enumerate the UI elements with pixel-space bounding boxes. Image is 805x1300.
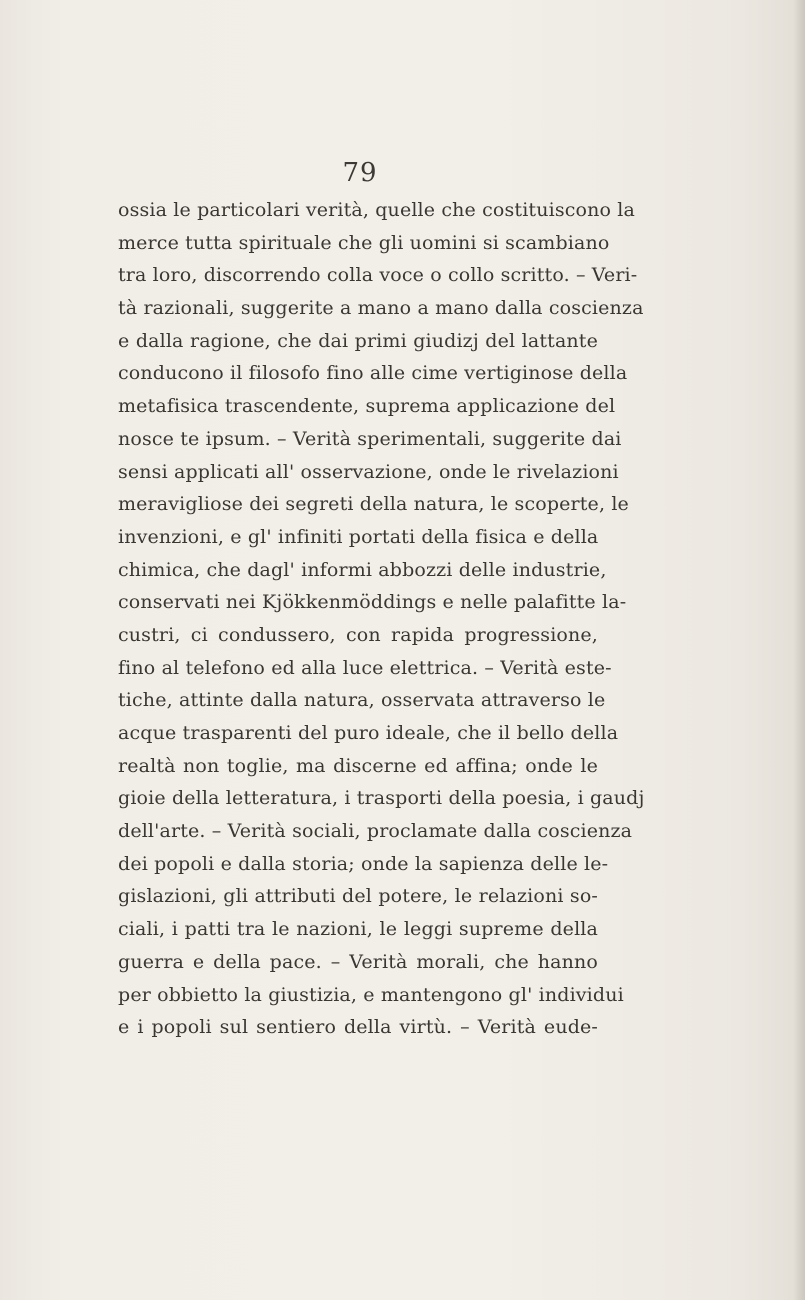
text-line-14: custri, ci condussero, con rapida progressione, bbox=[118, 623, 598, 646]
text-line-13: conservati nei Kjökkenmöddings e nelle palafitte la- bbox=[118, 591, 627, 614]
text-line-24: guerra e della pace. – Verità morali, che hanno bbox=[118, 950, 598, 973]
page-number: 79 bbox=[342, 158, 378, 188]
text-line-10: meravigliose dei segreti della natura, le scoperte, le bbox=[118, 493, 629, 516]
body-text bbox=[118, 194, 645, 1044]
text-line-3: tra loro, discorrendo colla voce o collo scritto. – Veri- bbox=[118, 264, 638, 287]
text-line-2: merce tutta spirituale che gli uomini si scambiano bbox=[118, 231, 610, 254]
text-line-23: ciali, i patti tra le nazioni, le leggi supreme della bbox=[118, 918, 598, 941]
text-line-11: invenzioni, e gl' infiniti portati della fisica e della bbox=[118, 525, 599, 548]
text-line-5: e dalla ragione, che dai primi giudizj del lattante bbox=[118, 329, 598, 352]
text-line-19: gioie della letteratura, i trasporti della poesia, i gaudj bbox=[118, 787, 645, 810]
text-line-8: nosce te ipsum. – Verità sperimentali, suggerite dai bbox=[118, 427, 622, 450]
page-edge-shadow bbox=[793, 0, 805, 1300]
text-line-4: tà razionali, suggerite a mano a mano dalla coscienza bbox=[118, 297, 644, 320]
text-line-20: dell'arte. – Verità sociali, proclamate dalla coscienza bbox=[118, 820, 633, 843]
text-line-21: dei popoli e dalla storia; onde la sapienza delle le- bbox=[118, 852, 609, 875]
text-line-1: ossia le particolari verità, quelle che costituiscono la bbox=[118, 199, 635, 221]
text-line-9: sensi applicati all' osservazione, onde le rivelazioni bbox=[118, 460, 619, 483]
text-line-16: tiche, attinte dalla natura, osservata attraverso le bbox=[118, 689, 606, 712]
text-line-18: realtà non toglie, ma discerne ed affina; onde le bbox=[118, 754, 598, 777]
text-line-22: gislazioni, gli attributi del potere, le relazioni so- bbox=[118, 885, 598, 908]
text-line-12: chimica, che dagl' informi abbozzi delle industrie, bbox=[118, 558, 607, 581]
text-line-26: e i popoli sul sentiero della virtù. – Verità eude- bbox=[118, 1016, 598, 1039]
text-line-7: metafisica trascendente, suprema applicazione del bbox=[118, 395, 616, 418]
text-line-17: acque trasparenti del puro ideale, che il bello della bbox=[118, 722, 619, 744]
text-line-25: per obbietto la giustizia, e mantengono gl' individui bbox=[118, 983, 624, 1006]
text-line-6: conducono il filosofo fino alle cime vertiginose della bbox=[118, 362, 628, 385]
text-line-15: fino al telefono ed alla luce elettrica. – Verità este- bbox=[118, 656, 612, 679]
